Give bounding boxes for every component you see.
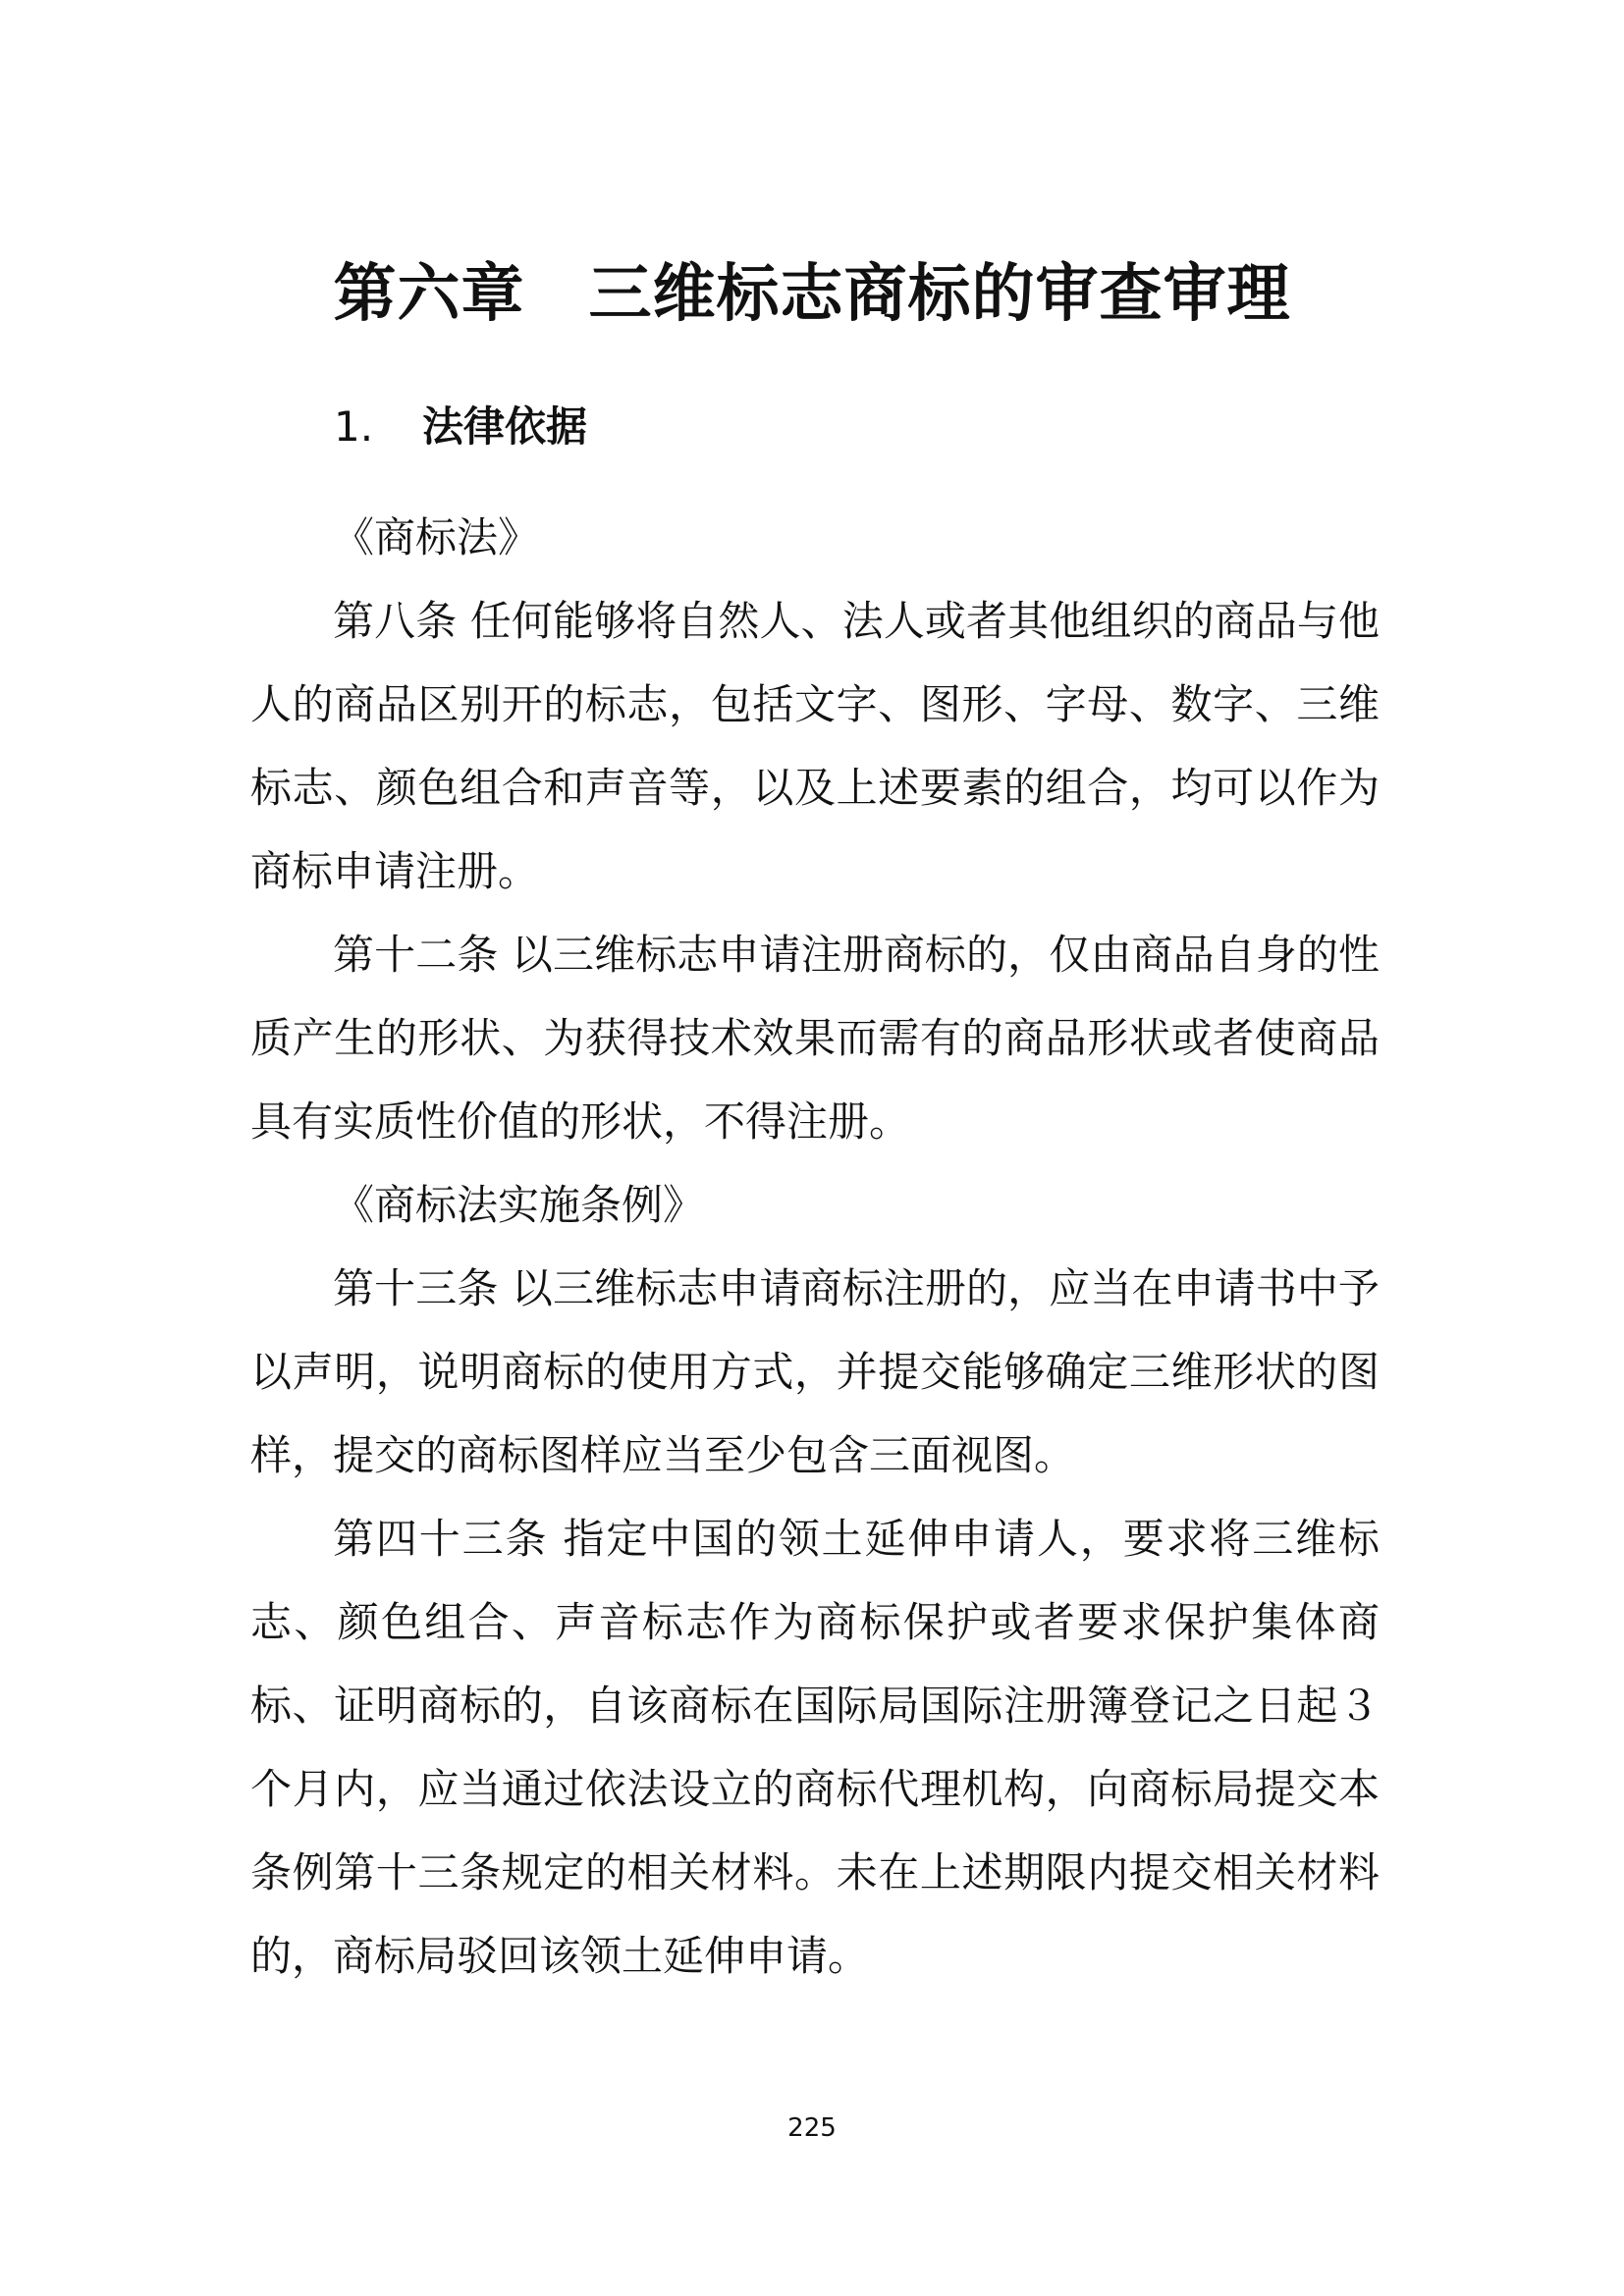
law-title-trademark-law: 《商标法》 (333, 513, 540, 561)
section-title: 法律依据 (422, 402, 588, 451)
article-43-paragraph: 第四十三条 指定中国的领土延伸申请人，要求将三维标志、颜色组合、声音标志作为商标保护或者要求保护集体商标、证明商标的，自该商标在国际局国际注册簿登记之日起３个月内，应当通过依法设立的商标代理机构，向商标局提交本条例第十三条规定的相关材料。未在上述期限内提交相关材料的，商标局驳回该领土延伸申请。 (250, 1515, 1380, 1980)
section-number: 1. (334, 402, 374, 451)
article-13-paragraph: 第十三条 以三维标志申请商标注册的，应当在申请书中予以声明，说明商标的使用方式，并提交能够确定三维形状的图样，提交的商标图样应当至少包含三面视图。 (250, 1264, 1380, 1479)
law-title-implementing-regulations: 《商标法实施条例》 (333, 1181, 705, 1229)
page-number: 225 (787, 2113, 837, 2143)
article-12-paragraph: 第十二条 以三维标志申请注册商标的，仅由商品自身的性质产生的形状、为获得技术效果而需有的商品形状或者使商品具有实质性价值的形状，不得注册。 (250, 931, 1380, 1146)
article-8-paragraph: 第八条 任何能够将自然人、法人或者其他组织的商品与他人的商品区别开的标志，包括文字、图形、字母、数字、三维标志、颜色组合和声音等，以及上述要素的组合，均可以作为商标申请注册。 (250, 597, 1380, 895)
section-heading (334, 398, 587, 456)
chapter-title: 第六章 三维标志商标的审查审理 (333, 258, 1291, 331)
